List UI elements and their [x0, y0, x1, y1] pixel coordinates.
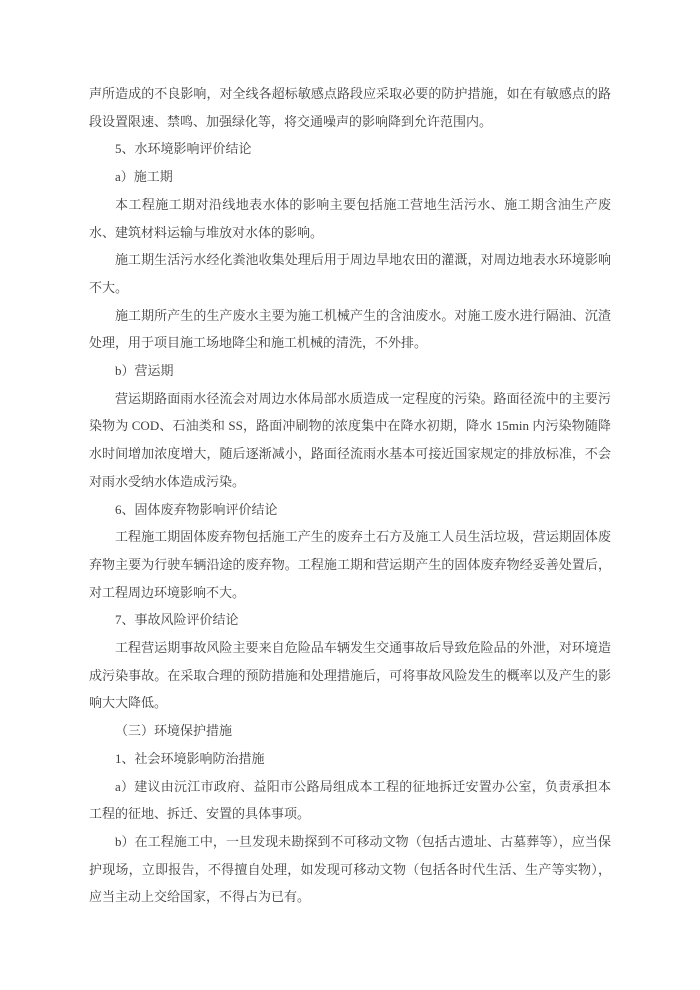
section-heading: 6、固体废弃物影响评价结论 — [115, 501, 278, 517]
section-heading: （三）环境保护措施 — [115, 723, 233, 739]
paragraph: 营运期路面雨水径流会对周边水体局部水质造成一定程度的污染。路面径流中的主要污染物为 COD、石油类和 SS，路面冲刷物的浓度集中在降水初期，降水 15min 内污染物随降水时间增加浓度增大，随后逐渐减小，路面径流雨水基本可接近国家规定的排放标准，不会对雨水受纳水体造成污染。 — [89, 390, 611, 489]
paragraph: 工程施工期固体废弃物包括施工产生的废弃土石方及施工人员生活垃圾，营运期固体废弃物主要为行驶车辆沿途的废弃物。工程施工期和营运期产生的固体废弃物经妥善处置后，对工程周边环境影响不大。 — [89, 529, 611, 600]
paragraph: 工程营运期事故风险主要来自危险品车辆发生交通事故后导致危险品的外泄，对环境造成污染事故。在采取合理的预防措施和处理措施后，可将事故风险发生的概率以及产生的影响大大降低。 — [89, 640, 611, 711]
paragraph: a）建议由沅江市政府、益阳市公路局组成本工程的征地拆迁安置办公室，负责承担本工程的征地、拆迁、安置的具体事项。 — [89, 778, 611, 822]
paragraph: 施工期所产生的生产废水主要为施工机械产生的含油废水。对施工废水进行隔油、沉渣处理，用于项目施工场地降尘和施工机械的清洗，不外排。 — [89, 307, 611, 351]
paragraph: b）在工程施工中，一旦发现未勘探到不可移动文物（包括古遗址、古墓葬等），应当保护现场，立即报告，不得擅自处理，如发现可移动文物（包括各时代生活、生产等实物），应当主动上交给国家，不得占为已有。 — [89, 833, 611, 905]
section-heading: a）施工期 — [115, 169, 173, 185]
section-heading: 7、事故风险评价结论 — [115, 612, 239, 628]
section-heading: b）营运期 — [115, 363, 174, 379]
paragraph: 施工期生活污水经化粪池收集处理后用于周边旱地农田的灌溉，对周边地表水环境影响不大。 — [89, 252, 611, 295]
paragraph: 本工程施工期对沿线地表水体的影响主要包括施工营地生活污水、施工期含油生产废水、建筑材料运输与堆放对水体的影响。 — [89, 196, 611, 240]
paragraph: 声所造成的不良影响，对全线各超标敏感点路段应采取必要的防护措施，如在有敏感点的路段设置限速、禁鸣、加强绿化等，将交通噪声的影响降到允许范围内。 — [89, 86, 611, 129]
section-heading: 1、社会环境影响防治措施 — [115, 750, 265, 766]
document-body — [89, 80, 611, 911]
section-heading: 5、水环境影响评价结论 — [115, 141, 252, 157]
